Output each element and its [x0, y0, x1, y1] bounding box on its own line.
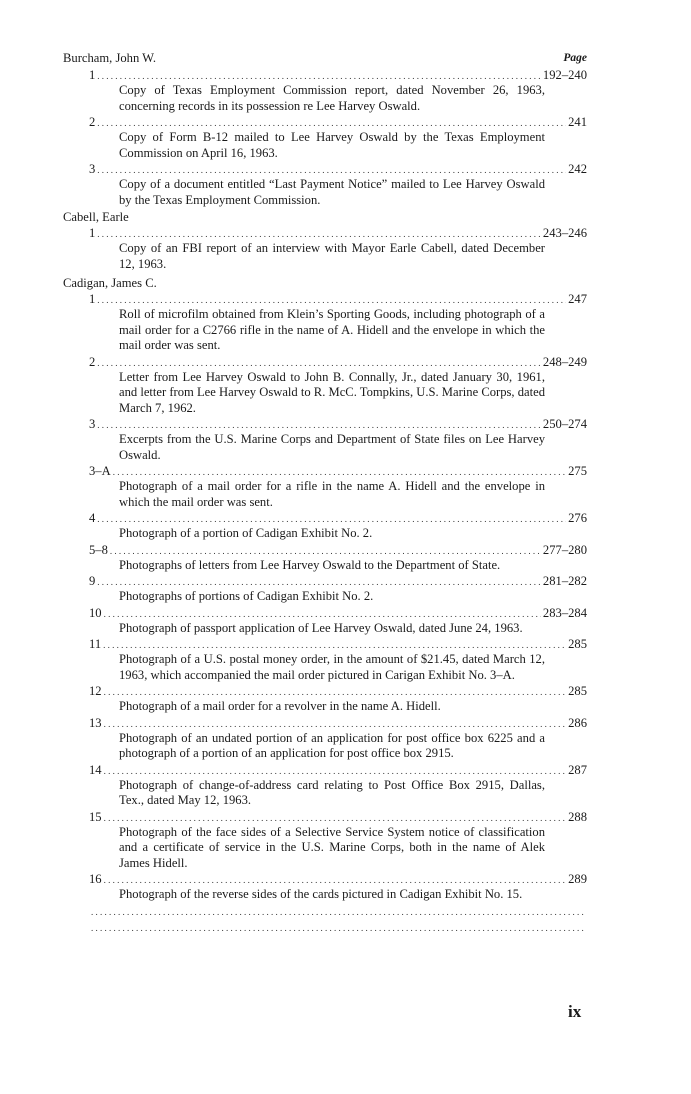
page-column-label: Page — [563, 52, 587, 64]
page-range: 285 — [568, 684, 587, 698]
page-range: 286 — [568, 715, 587, 730]
dot-leader — [91, 920, 585, 935]
exhibit-number: 2 — [89, 115, 96, 129]
dot-leader — [97, 511, 566, 526]
entry-row — [89, 637, 587, 652]
page-range: 285 — [568, 637, 587, 651]
dot-leader — [97, 226, 541, 241]
exhibit-number: 15 — [89, 809, 102, 824]
entry-row — [89, 68, 587, 83]
exhibit-number: 4 — [89, 511, 96, 525]
entry-row — [89, 763, 587, 778]
exhibit-description: Roll of microfilm obtained from Klein’s Sporting Goods, including photograph of a mail order for a C2766 rifle in the name of A. Hidell and the envelope in which the mail order was sent. — [119, 307, 545, 352]
page-range: 276 — [568, 511, 587, 525]
page-range: 281–282 — [542, 574, 587, 588]
page-range: 192–240 — [542, 68, 587, 82]
dot-leader — [104, 872, 567, 887]
exhibit-number: 1 — [89, 68, 96, 82]
page-range: 277–280 — [542, 542, 587, 557]
exhibit-description: Photograph of the reverse sides of the cards pictured in Cadigan Exhibit No. 15. — [119, 887, 523, 901]
exhibit-description: Letter from Lee Harvey Oswald to John B. Connally, Jr., dated January 30, 1961, and letter from Lee Harvey Oswald to R. McC. Tompkins, U.S. Marine Corps, dated March 7, 1962. — [119, 369, 545, 415]
exhibit-number: 2 — [89, 354, 96, 369]
exhibit-description: Photograph of an undated portion of an application for post office box 6225 and a photograph of a portion of an application for post office box 2915. — [119, 730, 545, 760]
exhibit-number: 3 — [89, 162, 96, 176]
exhibit-number: 14 — [89, 762, 102, 777]
dot-leader — [110, 543, 541, 558]
page-range: 287 — [568, 762, 587, 777]
page-range: 289 — [568, 872, 587, 886]
entry-row — [89, 417, 587, 432]
dot-leader — [97, 292, 566, 307]
exhibit-number: 1 — [89, 226, 96, 240]
exhibit-number: 3 — [89, 417, 96, 431]
page-range: 242 — [568, 162, 587, 176]
exhibit-description: Excerpts from the U.S. Marine Corps and Department of State files on Lee Harvey Oswald. — [119, 432, 545, 462]
exhibit-description: Photograph of the face sides of a Selective Service System notice of classification and a certificate of service in the U.S. Marine Corps, both in the name of Alek James Hidell. — [119, 824, 545, 870]
exhibit-description: Photographs of letters from Lee Harvey Oswald to the Department of State. — [119, 557, 501, 572]
entry-row — [89, 355, 587, 370]
entry-row — [89, 292, 587, 307]
entry-row — [89, 511, 587, 526]
dot-leader — [104, 810, 567, 825]
entry-row — [89, 226, 587, 241]
exhibit-description: Photograph of passport application of Lee Harvey Oswald, dated June 24, 1963. — [119, 620, 523, 635]
entry-row — [89, 162, 587, 177]
exhibit-description: Copy of a document entitled “Last Payment Notice” mailed to Lee Harvey Oswald by the Texas Employment Commission. — [119, 177, 545, 207]
exhibit-number: 13 — [89, 715, 102, 730]
section-name: Cadigan, James C. — [63, 276, 157, 290]
exhibit-number: 3–A — [89, 464, 111, 478]
page-range: 275 — [568, 464, 587, 478]
page-range: 241 — [568, 115, 587, 129]
exhibit-description: Copy of an FBI report of an interview with Mayor Earle Cabell, dated December 12, 1963. — [119, 241, 545, 271]
entry-row — [89, 872, 587, 887]
section-name: Burcham, John W. — [63, 51, 157, 65]
page-range: 288 — [568, 809, 587, 824]
section-name: Cabell, Earle — [63, 210, 129, 224]
entry-row — [89, 606, 587, 621]
exhibit-number: 5–8 — [89, 542, 108, 557]
entry-row — [89, 904, 587, 919]
dot-leader — [103, 637, 566, 652]
dot-leader — [91, 904, 585, 919]
exhibit-number: 10 — [89, 605, 102, 620]
page-range: 247 — [568, 292, 587, 306]
page-range: 248–249 — [542, 354, 587, 369]
exhibit-description: Photograph of a mail order for a rifle in the name A. Hidell and the envelope in which the mail order was sent. — [119, 479, 545, 509]
exhibit-description: Copy of Form B-12 mailed to Lee Harvey Oswald by the Texas Employment Commission on April 16, 1963. — [119, 130, 545, 160]
exhibit-description: Photograph of change-of-address card relating to Post Office Box 2915, Dallas, Tex., dated May 12, 1963. — [119, 777, 545, 807]
entry-row — [89, 920, 587, 935]
entry-row — [89, 810, 587, 825]
exhibit-description: Photographs of portions of Cadigan Exhibit No. 2. — [119, 589, 374, 603]
entry-row — [89, 574, 587, 589]
dot-leader — [97, 68, 541, 83]
exhibit-description: Copy of Texas Employment Commission report, dated November 26, 1963, concerning records in its possession re Lee Harvey Oswald. — [119, 83, 545, 113]
dot-leader — [104, 763, 567, 778]
exhibit-description: Photograph of a mail order for a revolver in the name A. Hidell. — [119, 699, 441, 713]
entry-row — [89, 716, 587, 731]
exhibit-number: 11 — [89, 637, 102, 651]
dot-leader — [97, 355, 541, 370]
page-range: 250–274 — [542, 417, 587, 431]
exhibit-list — [0, 68, 691, 936]
page-header — [63, 51, 587, 67]
exhibit-number: 9 — [89, 574, 96, 588]
exhibit-number: 12 — [89, 684, 102, 698]
dot-leader — [104, 684, 567, 699]
exhibit-description: Photograph of a U.S. postal money order, in the amount of $21.45, dated March 12, 1963, which accompanied the mail order pictured in Carigan Exhibit No. 3–A. — [119, 652, 545, 682]
entry-row — [89, 684, 587, 699]
dot-leader — [97, 162, 566, 177]
page-range: 283–284 — [542, 605, 587, 620]
dot-leader — [97, 574, 541, 589]
exhibit-description: Photograph of a portion of Cadigan Exhibit No. 2. — [119, 526, 373, 540]
entry-row — [89, 464, 587, 479]
dot-leader — [113, 464, 566, 479]
exhibit-number: 16 — [89, 872, 102, 886]
dot-leader — [104, 606, 541, 621]
entry-row — [89, 115, 587, 130]
exhibit-number: 1 — [89, 292, 96, 306]
entry-row — [89, 543, 587, 558]
page-folio: ix — [568, 1002, 582, 1021]
dot-leader — [97, 115, 566, 130]
dot-leader — [104, 716, 567, 731]
dot-leader — [97, 417, 541, 432]
page-range: 243–246 — [542, 226, 587, 240]
